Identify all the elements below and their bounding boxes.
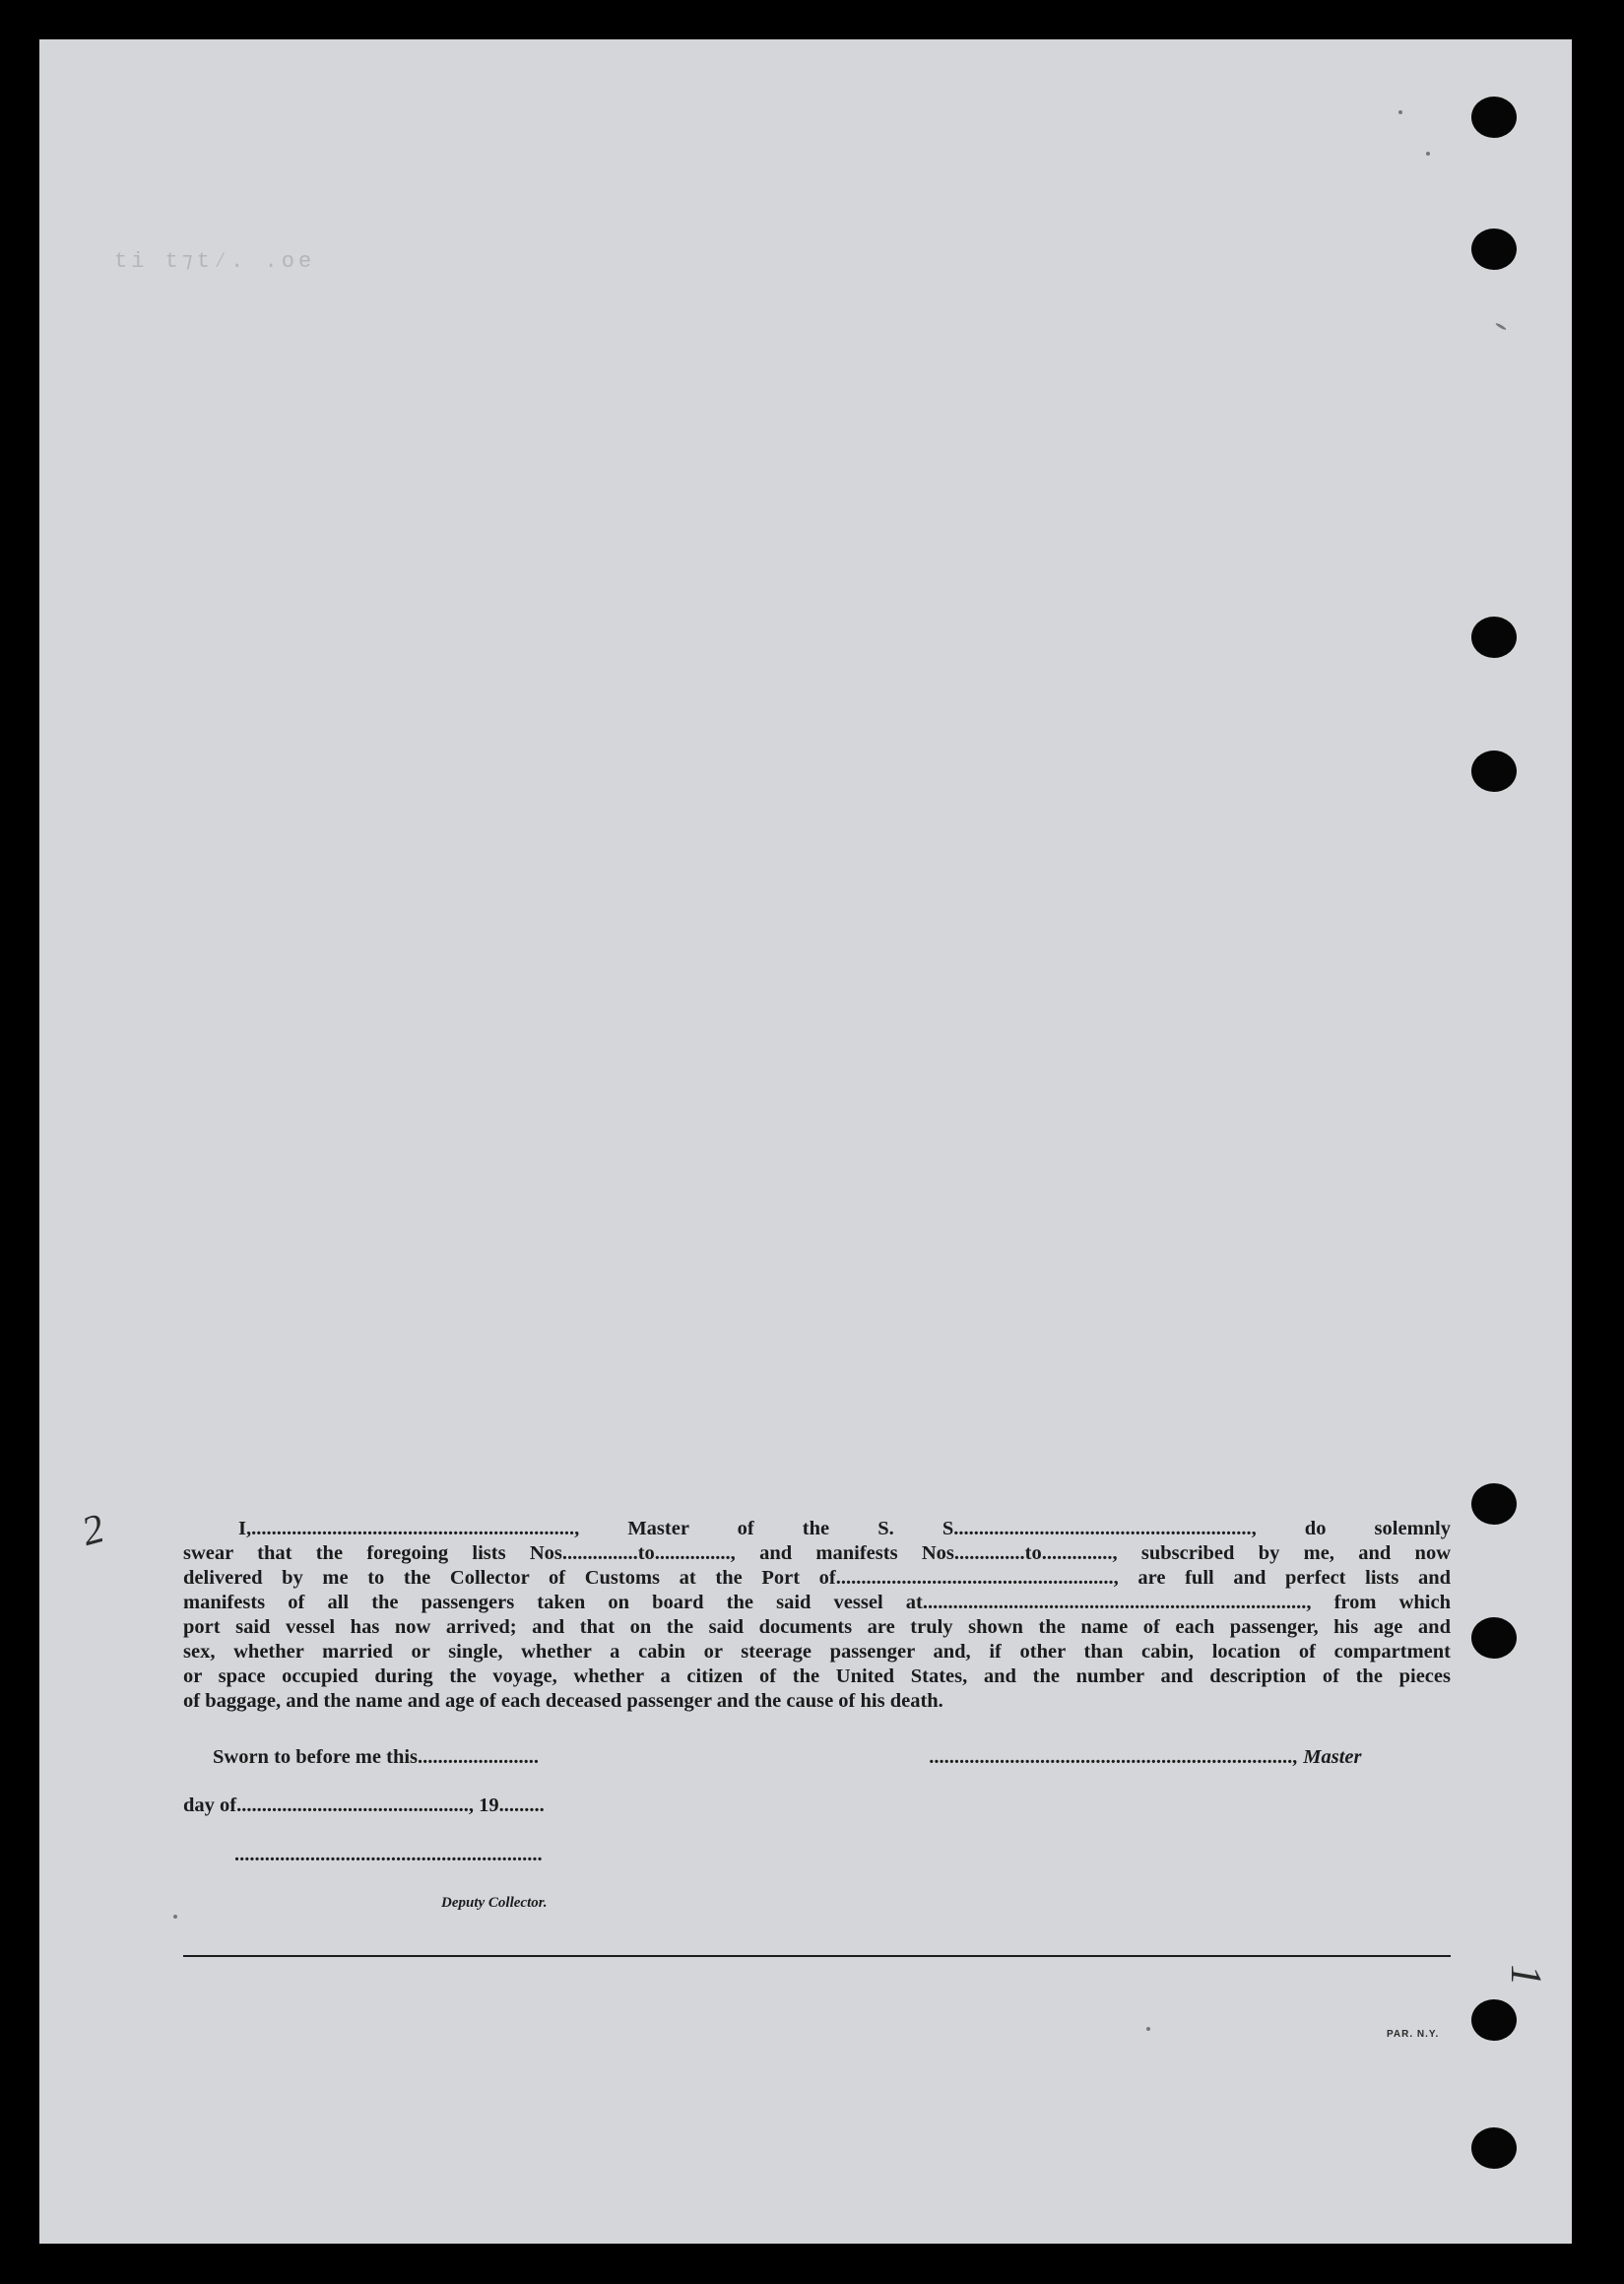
day-of-line: day of.............................................., 19......... [183,1795,545,1816]
punch-hole [1471,228,1517,270]
printer-mark: PAR. N.Y. [1387,2029,1440,2040]
oath-line: or space occupied during the voyage, whether a citizen of the United States, and the number and description of the pieces [183,1665,1451,1687]
margin-handwritten-mark: 2 [77,1506,109,1555]
punch-hole [1471,97,1517,138]
scan-speck [1146,2027,1150,2031]
punch-hole [1471,1617,1517,1659]
punch-hole [1471,617,1517,658]
oath-line: swear that the foregoing lists Nos...............to..............., and manifests Nos..............to.............., subscribed by me, and now [183,1542,1451,1564]
horizontal-rule [183,1955,1451,1957]
faint-scan-mark: ti t⁊t⁄. .oe [114,249,316,274]
oath-paragraph [183,1517,1451,1714]
master-signature-line: ........................................................................, Master [930,1746,1362,1768]
oath-line: I,................................................................, Master of the S. S..........................................................., do solemnly [238,1518,1451,1539]
oath-line: of baggage, and the name and age of each deceased passenger and the cause of his death. [183,1690,943,1712]
oath-line: delivered by me to the Collector of Customs at the Port of......................................................., are full and perfect lists and [183,1567,1451,1589]
scan-speck [173,1915,177,1919]
margin-handwritten-mark: 1 [1502,1964,1551,1987]
punch-hole [1471,2127,1517,2169]
scan-speck [1495,322,1507,331]
oath-line: sex, whether married or single, whether a cabin or steerage passenger and, if other than cabin, location of compartment [183,1641,1451,1663]
sworn-before-line: Sworn to before me this........................ [213,1746,540,1768]
scan-speck [1398,110,1402,114]
document-page [39,39,1572,2244]
punch-hole [1471,750,1517,792]
punch-hole [1471,1999,1517,2041]
oath-line: manifests of all the passengers taken on board the said vessel at............................................................................, from which [183,1592,1451,1613]
deputy-signature-dots: ............................................................. [234,1844,543,1865]
punch-hole [1471,1483,1517,1525]
deputy-collector-label: Deputy Collector. [441,1895,548,1911]
scan-speck [1426,152,1430,156]
oath-line: port said vessel has now arrived; and that on the said documents are truly shown the name of each passenger, his age and [183,1616,1451,1638]
